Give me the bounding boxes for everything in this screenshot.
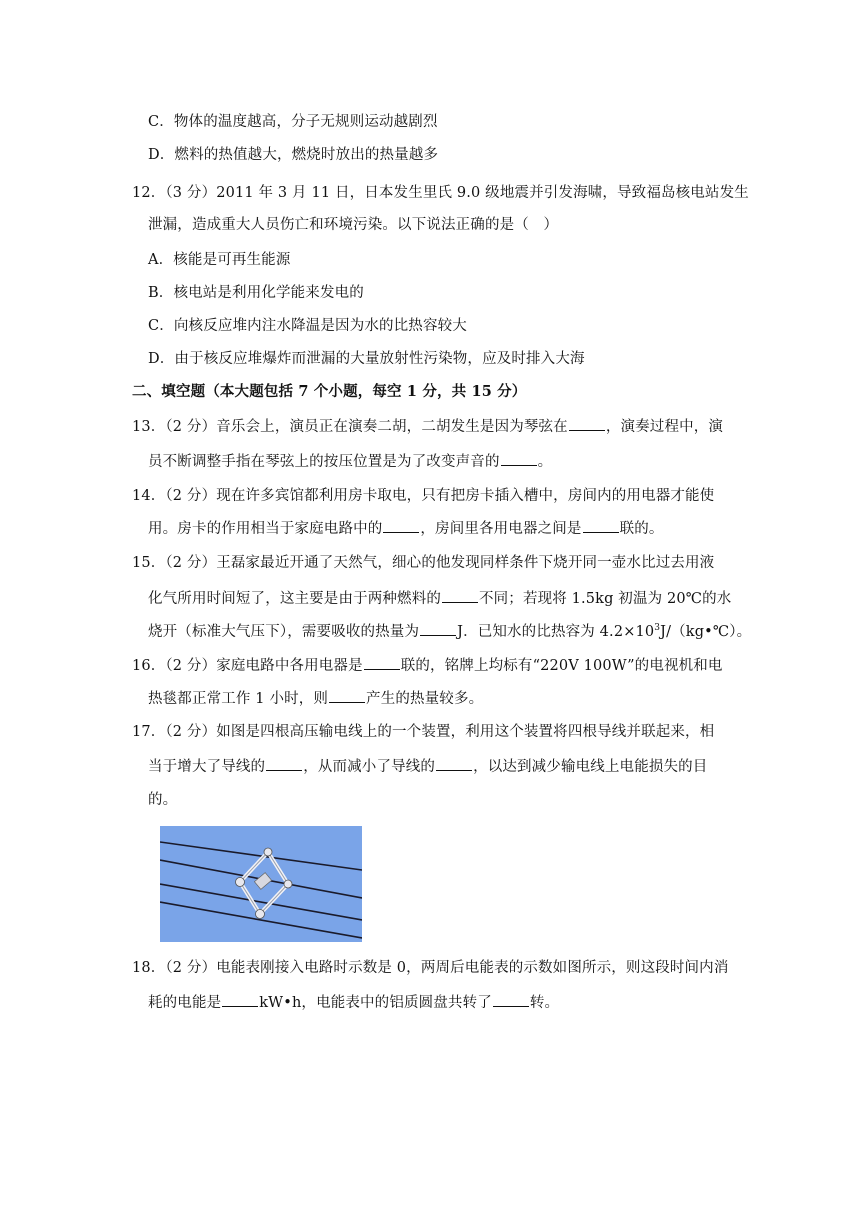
q17-line2 xyxy=(148,756,707,777)
q15-line2 xyxy=(148,588,731,609)
q12-option-a: A．核能是可再生能源 xyxy=(148,252,291,268)
q15-text-d: J．已知水的比热容为 4.2×10 xyxy=(457,624,655,640)
q14-text-a: 用。房卡的作用相当于家庭电路中的 xyxy=(148,521,383,537)
answer-blank xyxy=(436,756,472,771)
answer-blank xyxy=(383,518,419,533)
q17-text-c: ，以达到减少输电线上电能损失的目 xyxy=(473,759,708,775)
q17-text-a: 当于增大了导线的 xyxy=(148,759,266,775)
q15-text-a: 化气所用时间短了，这主要是由于两种燃料的 xyxy=(148,591,441,607)
q17-line1: 17．（2 分）如图是四根高压输电线上的一个装置，利用这个装置将四根导线并联起来，相 xyxy=(132,724,715,740)
section-heading: 二、填空题（本大题包括 7 个小题，每空 1 分，共 15 分） xyxy=(132,383,527,400)
q16-line1 xyxy=(132,655,723,676)
q12-option-b: B．核电站是利用化学能来发电的 xyxy=(148,285,364,301)
q18-line1: 18．（2 分）电能表刚接入电路时示数是 0，两周后电能表的示数如图所示，则这段时间内消 xyxy=(132,960,729,976)
clamp-left xyxy=(236,878,245,887)
q16-text-a: 16．（2 分）家庭电路中各用电器是 xyxy=(132,658,363,674)
q16-line2 xyxy=(148,688,483,709)
q18-text-a: 耗的电能是 xyxy=(148,995,222,1011)
q11-option-d: D．燃料的热值越大，燃烧时放出的热量越多 xyxy=(148,147,439,163)
q15-text-e: J/（kg•℃）。 xyxy=(660,624,752,640)
q12-option-c: C．向核反应堆内注水降温是因为水的比热容较大 xyxy=(148,318,467,334)
q14-text-c: 联的。 xyxy=(619,521,664,537)
answer-blank xyxy=(329,688,365,703)
answer-blank xyxy=(266,756,302,771)
power-line-spacer-photo xyxy=(160,826,362,942)
answer-blank xyxy=(583,518,619,533)
clamp-right xyxy=(284,880,292,888)
answer-blank xyxy=(364,655,400,670)
q13-line2 xyxy=(148,451,552,472)
q18-text-c: 转。 xyxy=(529,995,560,1011)
q15-text-b: 不同；若现将 1.5kg 初温为 20℃的水 xyxy=(479,591,732,607)
q17-text-b: ，从而减小了导线的 xyxy=(303,759,436,775)
q16-text-c: 热毯都正常工作 1 小时，则 xyxy=(148,691,329,707)
q15-line1: 15．（2 分）王磊家最近开通了天然气，细心的他发现同样条件下烧开同一壶水比过去用液 xyxy=(132,555,715,571)
exponent: 3 xyxy=(654,623,661,634)
clamp-bottom xyxy=(256,910,265,919)
q14-text-b: ，房间里各用电器之间是 xyxy=(420,521,582,537)
q11-option-c: C．物体的温度越高，分子无规则运动越剧烈 xyxy=(148,114,438,130)
q13-text-a: 13．（2 分）音乐会上，演员正在演奏二胡，二胡发生是因为琴弦在 xyxy=(132,419,568,435)
answer-blank xyxy=(501,451,537,466)
q13-text-b: ，演奏过程中，演 xyxy=(605,419,724,435)
q14-line2 xyxy=(148,518,664,539)
answer-blank xyxy=(493,992,529,1007)
q15-line3 xyxy=(148,621,751,642)
q13-text-d: 。 xyxy=(537,454,553,470)
q18-text-b: kW•h，电能表中的铝质圆盘共转了 xyxy=(259,995,492,1011)
answer-blank xyxy=(222,992,258,1007)
clamp-top xyxy=(264,848,272,856)
q14-line1: 14．（2 分）现在许多宾馆都利用房卡取电，只有把房卡插入槽中，房间内的用电器才能使 xyxy=(132,488,715,504)
answer-blank xyxy=(569,416,605,431)
q16-text-b: 联的，铭牌上均标有“220V 100W”的电视机和电 xyxy=(400,658,723,674)
q16-text-d: 产生的热量较多。 xyxy=(366,691,484,707)
q13-line1 xyxy=(132,416,723,437)
q12-option-d: D．由于核反应堆爆炸而泄漏的大量放射性污染物，应及时排入大海 xyxy=(148,351,585,367)
power-line-spacer-illustration xyxy=(160,826,362,942)
answer-blank xyxy=(442,588,478,603)
q18-line2 xyxy=(148,992,559,1013)
q17-line3: 的。 xyxy=(148,792,178,808)
answer-blank xyxy=(420,621,456,636)
q12-stem-line1: 12．（3 分）2011 年 3 月 11 日，日本发生里氏 9.0 级地震并引发海啸，导致福岛核电站发生 xyxy=(132,185,749,201)
q13-text-c: 员不断调整手指在琴弦上的按压位置是为了改变声音的 xyxy=(148,454,500,470)
q15-text-c: 烧开（标准大气压下），需要吸收的热量为 xyxy=(148,624,420,640)
q12-stem-line2: 泄漏，造成重大人员伤亡和环境污染。以下说法正确的是（ ） xyxy=(148,217,559,233)
